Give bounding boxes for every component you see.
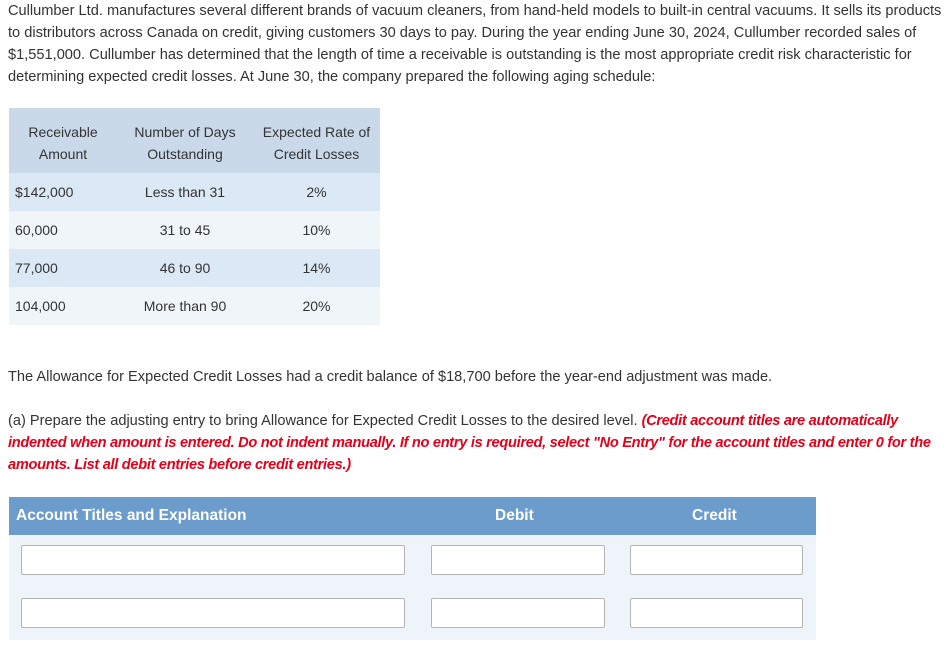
problem-intro: Cullumber Ltd. manufactures several different brands of vacuum cleaners, from hand-held models to built-in central vacuums. It sells its products to distributors across Canada on credit, giving customers 30 days to pay. During the year ending June 30, 2024, Cullumber recorded sales of $1,551,000. Cullumber has determined that the length of time a receivable is outstanding is the most appropriate credit risk characteristic for determining expected credit losses. At June 30, the company prepared the following aging schedule:	[8, 3, 942, 85]
table-row	[9, 173, 380, 211]
receivable-amount-cell: 104,000	[9, 287, 117, 325]
header-account-titles: Account Titles and Explanation	[16, 507, 247, 524]
receivable-amount-cell: $142,000	[9, 173, 117, 211]
header-receivable-amount: Receivable Amount	[9, 108, 117, 173]
expected-rate-cell: 20%	[253, 287, 380, 325]
debit-input[interactable]	[431, 545, 605, 575]
days-outstanding-cell: Less than 31	[117, 173, 253, 211]
header-debit: Debit	[495, 507, 534, 524]
question-a-instructions: (Credit account titles are automatically indented when amount is entered. Do not indent manually. If no entry is required, select "No Entry" for the account titles and enter 0 for the amounts. List all debit entries before credit entries.)	[8, 413, 931, 473]
aging-schedule-table	[9, 108, 380, 325]
days-outstanding-cell: More than 90	[117, 287, 253, 325]
table-row	[9, 287, 380, 325]
journal-row	[9, 535, 816, 588]
days-outstanding-cell: 31 to 45	[117, 211, 253, 249]
days-outstanding-cell: 46 to 90	[117, 249, 253, 287]
debit-input[interactable]	[431, 598, 605, 628]
expected-rate-cell: 14%	[253, 249, 380, 287]
expected-rate-cell: 10%	[253, 211, 380, 249]
receivable-amount-cell: 77,000	[9, 249, 117, 287]
allowance-balance-text: The Allowance for Expected Credit Losses had a credit balance of $18,700 before the year-end adjustment was made.	[8, 369, 773, 385]
question-a-text: (a) Prepare the adjusting entry to bring Allowance for Expected Credit Losses to the desired level.	[8, 413, 638, 429]
account-title-input[interactable]	[21, 545, 405, 575]
account-title-input[interactable]	[21, 598, 405, 628]
header-credit: Credit	[692, 507, 737, 524]
credit-input[interactable]	[630, 545, 803, 575]
expected-rate-cell: 2%	[253, 173, 380, 211]
table-row	[9, 249, 380, 287]
journal-header	[9, 497, 816, 535]
question-a	[8, 410, 942, 476]
header-days-outstanding: Number of Days Outstanding	[117, 108, 253, 173]
receivable-amount-cell: 60,000	[9, 211, 117, 249]
table-row	[9, 211, 380, 249]
journal-entry-grid	[9, 497, 816, 640]
header-expected-rate: Expected Rate of Credit Losses	[253, 108, 380, 173]
journal-row	[9, 588, 816, 641]
credit-input[interactable]	[630, 598, 803, 628]
aging-header-row	[9, 108, 380, 173]
